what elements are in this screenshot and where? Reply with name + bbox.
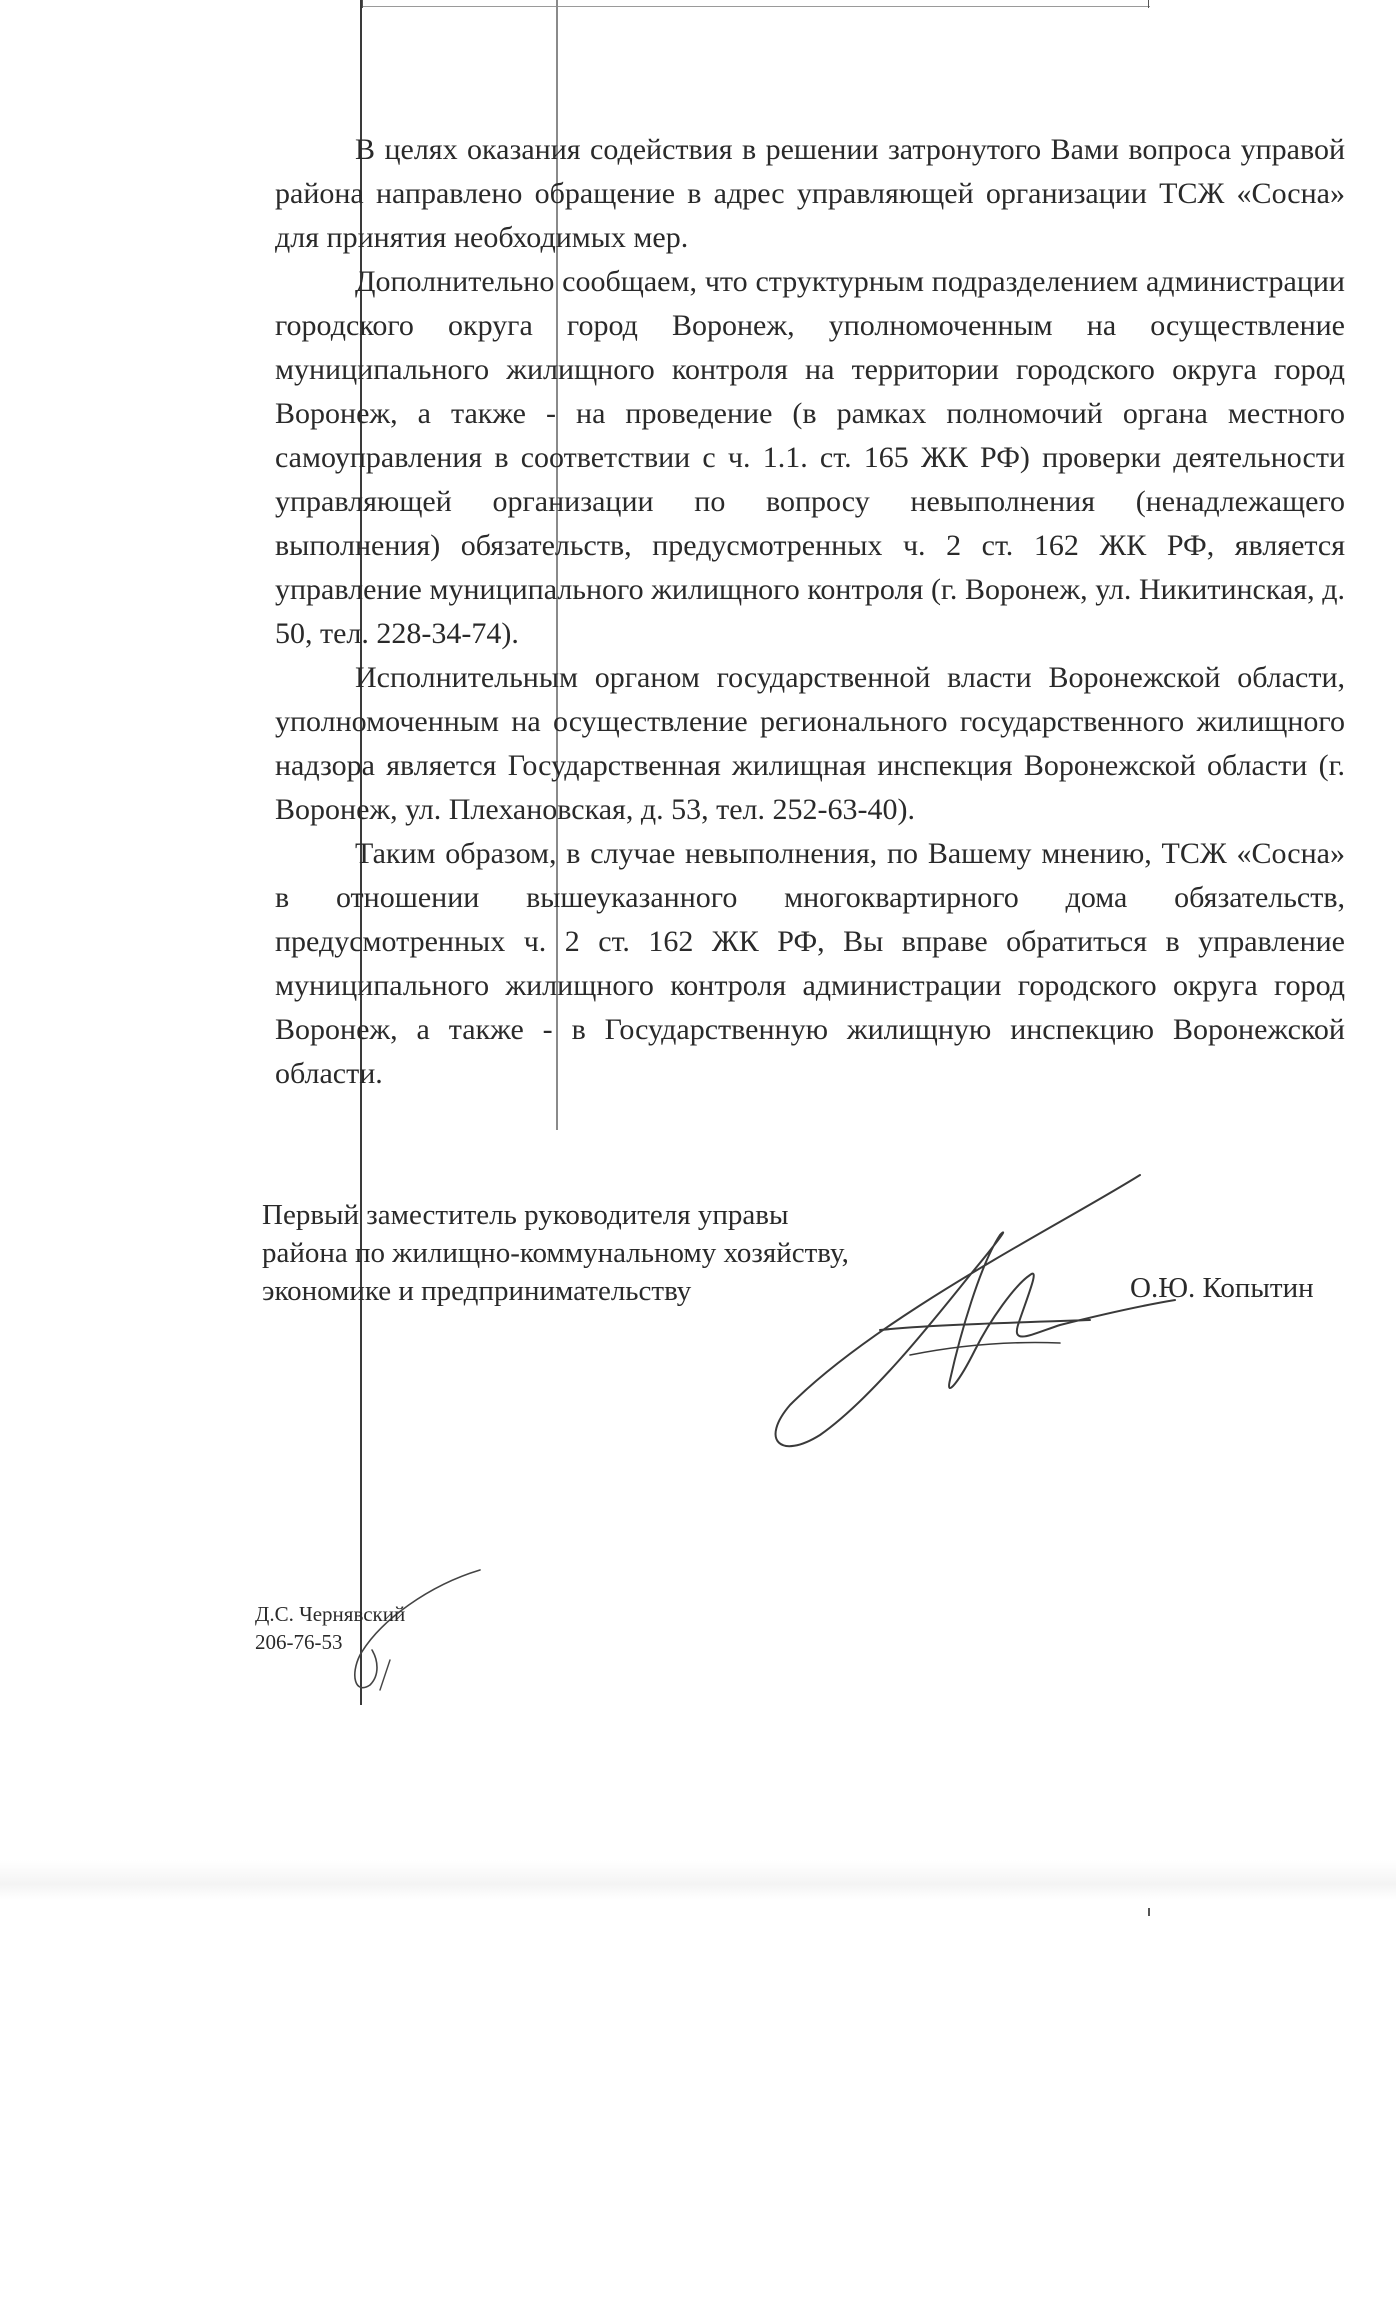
position-line: Первый заместитель руководителя управы — [262, 1199, 789, 1231]
paragraph-4: Таким образом, в случае невыполнения, по Вашему мнению, ТСЖ «Сосна» в отношении вышеуказанного многоквартирного дома обязательств, предусмотренных ч. 2 ст. 162 ЖК РФ, Вы вправе обратиться в управление муниципального жилищного контроля администрации городского округа город Воронеж, а также - в Государственную жилищную инспекцию Воронежской области. — [275, 837, 1345, 1090]
top-scan-rule — [360, 0, 1150, 7]
letter-body — [275, 128, 1345, 1096]
paragraph-1: В целях оказания содействия в решении затронутого Вами вопроса управой района направлено обращение в адрес управляющей организации ТСЖ «Сосна» для принятия необходимых мер. — [275, 133, 1345, 254]
handwritten-signature — [760, 1165, 1180, 1455]
page-bottom-edge — [0, 1860, 1396, 1900]
bottom-tick-mark — [1148, 1908, 1150, 1916]
position-line: экономике и предпринимательству — [262, 1275, 692, 1307]
executor-block — [255, 1600, 405, 1656]
signatory-name: О.Ю. Копытин — [1130, 1272, 1314, 1304]
top-tick-mark — [1148, 0, 1149, 8]
top-tick-mark — [362, 0, 363, 8]
executor-phone: 206-76-53 — [255, 1630, 343, 1654]
executor-name: Д.С. Чернявский — [255, 1602, 406, 1626]
paragraph-3: Исполнительным органом государственной власти Воронежской области, уполномоченным на осуществление регионального государственного жилищного надзора является Государственная жилищная инспекция Воронежской области (г. Воронеж, ул. Плехановская, д. 53, тел. 252-63-40). — [275, 661, 1345, 826]
paragraph-2: Дополнительно сообщаем, что структурным подразделением администрации городского округа город Воронеж, уполномоченным на осуществление муниципального жилищного контроля на территории городского округа город Воронеж, а также - на проведение (в рамках полномочий органа местного самоуправления в соответствии с ч. 1.1. ст. 165 ЖК РФ) проверки деятельности управляющей организации по вопросу невыполнения (ненадлежащего выполнения) обязательств, предусмотренных ч. 2 ст. 162 ЖК РФ, является управление муниципального жилищного контроля (г. Воронеж, ул. Никитинская, д. 50, тел. 228-34-74). — [275, 265, 1345, 650]
position-line: района по жилищно-коммунальному хозяйству, — [262, 1237, 849, 1269]
